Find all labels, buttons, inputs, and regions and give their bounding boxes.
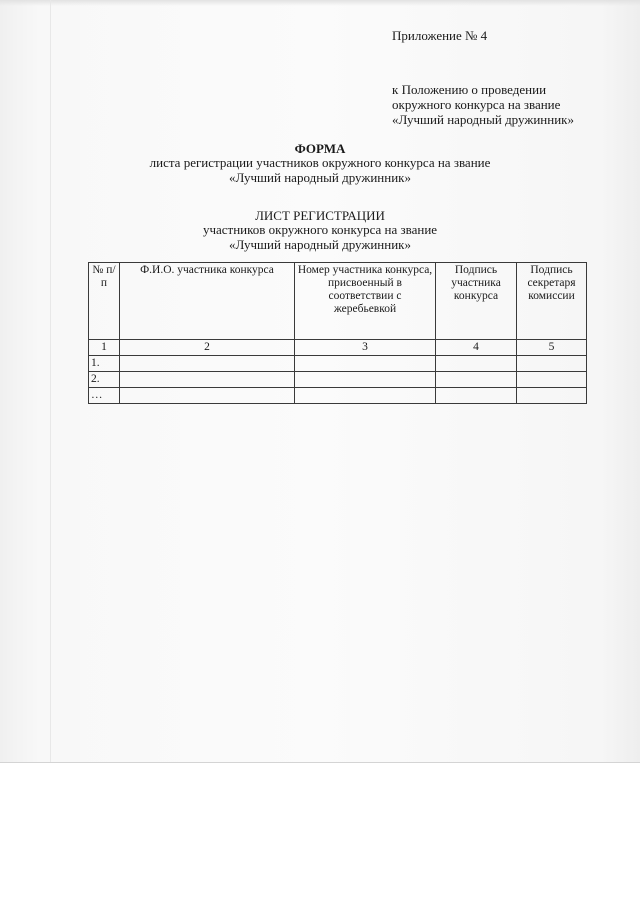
table-cell [120, 372, 295, 388]
header-cell-number: № п/п [89, 263, 120, 340]
regulation-reference [392, 82, 574, 127]
row-number-cell: 1. [89, 356, 120, 372]
form-subtitle-line: листа регистрации участников окружного конкурса на звание [149, 155, 491, 170]
scan-artifact-line [50, 0, 51, 762]
column-number-row [89, 340, 587, 356]
table-row [89, 372, 587, 388]
appendix-label: Приложение № 4 [392, 28, 488, 43]
column-number-cell: 1 [89, 340, 120, 356]
table-cell [436, 388, 517, 404]
regulation-line: «Лучший народный дружинник» [392, 112, 574, 127]
column-number-cell: 3 [295, 340, 436, 356]
column-number-cell: 2 [120, 340, 295, 356]
scan-edge [0, 0, 640, 6]
table-cell [517, 372, 587, 388]
column-number-cell: 5 [517, 340, 587, 356]
table-row [89, 388, 587, 404]
row-number-cell: 2. [89, 372, 120, 388]
registration-subtitle-line: «Лучший народный дружинник» [229, 237, 411, 252]
header-cell-name: Ф.И.О. участника конкурса [120, 263, 295, 340]
registration-title: ЛИСТ РЕГИСТРАЦИИ [255, 208, 385, 223]
row-number-cell: … [89, 388, 120, 404]
registration-table [88, 262, 587, 404]
form-subtitle [0, 155, 640, 185]
header-cell-participant-number: Номер участника конкурса, присвоенный в соответствии с жеребьевкой [295, 263, 436, 340]
header-cell-participant-signature: Подпись участника конкурса [436, 263, 517, 340]
form-subtitle-line: «Лучший народный дружинник» [229, 170, 411, 185]
registration-subtitle-line: участников окружного конкурса на звание [202, 222, 438, 237]
table-cell [517, 356, 587, 372]
regulation-line: к Положению о проведении [392, 82, 547, 97]
regulation-line: окружного конкурса на звание [392, 97, 561, 112]
header-cell-secretary-signature: Подпись секретаря комиссии [517, 263, 587, 340]
table-header-row [89, 263, 587, 340]
table-cell [517, 388, 587, 404]
table-cell [120, 388, 295, 404]
form-title: ФОРМА [294, 141, 346, 156]
table-cell [295, 388, 436, 404]
table-cell [295, 356, 436, 372]
table-cell [436, 356, 517, 372]
table-cell [436, 372, 517, 388]
column-number-cell: 4 [436, 340, 517, 356]
table-row [89, 356, 587, 372]
registration-subtitle [0, 222, 640, 252]
table-cell [120, 356, 295, 372]
table-cell [295, 372, 436, 388]
